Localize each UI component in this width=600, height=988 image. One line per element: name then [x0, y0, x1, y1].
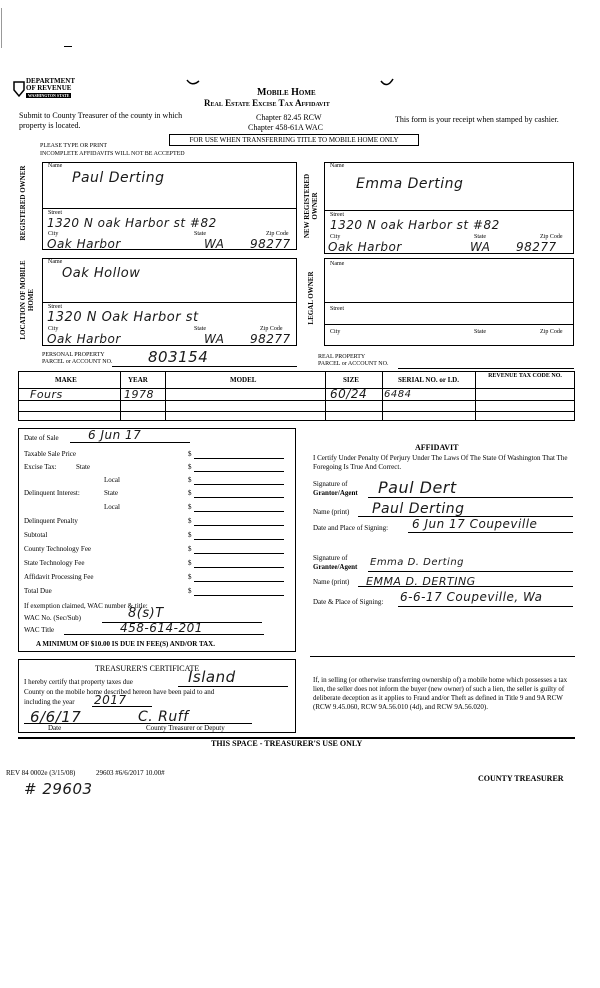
treasurer-year[interactable]: 2017: [94, 693, 127, 707]
vehicle-size[interactable]: 60/24: [330, 387, 368, 401]
registered-owner-name[interactable]: Paul Derting: [72, 170, 165, 186]
checkmark-icon: [186, 78, 200, 88]
grantee-name-label: Name (print): [313, 578, 350, 586]
location-state[interactable]: WA: [204, 332, 225, 346]
label-zip: Zip Code: [540, 234, 563, 240]
legal-owner-label: LEGAL OWNER: [307, 271, 315, 325]
registered-owner-state[interactable]: WA: [204, 237, 225, 251]
dollar-sign: $: [188, 531, 192, 539]
grantor-name-print[interactable]: Paul Derting: [372, 501, 465, 517]
date-of-sale-label: Date of Sale: [24, 434, 59, 442]
personal-property-label: PERSONAL PROPERTY: [42, 352, 105, 358]
receipt-note: This form is your receipt when stamped by cashier.: [395, 115, 559, 124]
chapter-wac: Chapter 458-61A WAC: [248, 123, 323, 132]
treasurer-signature[interactable]: C. Ruff: [138, 709, 189, 725]
label-state: State: [194, 231, 206, 237]
subtotal-label: Subtotal: [24, 531, 48, 539]
personal-parcel-number[interactable]: 803154: [148, 348, 209, 366]
wac-no-label: WAC No. (Sec/Sub): [24, 614, 81, 622]
dollar-sign: $: [188, 489, 192, 497]
label-city: City: [48, 231, 59, 237]
treasurer-date[interactable]: 6/6/17: [30, 708, 82, 726]
dept-line2: OF REVENUE: [26, 84, 72, 92]
col-serial: SERIAL NO. or I.D.: [398, 376, 459, 384]
wac-title-value[interactable]: 458-614-201: [120, 621, 203, 635]
delinquent-state-label: State: [104, 489, 118, 497]
location-street[interactable]: 1320 N Oak Harbor st: [47, 310, 199, 325]
delinquent-interest-label: Delinquent Interest:: [24, 489, 80, 497]
registered-owner-street[interactable]: 1320 N oak Harbor st #82: [47, 216, 217, 230]
label-name: Name: [330, 261, 345, 267]
dept-line3: WASHINGTON STATE: [28, 93, 70, 98]
label-street: Street: [48, 210, 62, 216]
treasurer-county[interactable]: Island: [188, 668, 236, 686]
dollar-sign: $: [188, 517, 192, 525]
dollar-sign: $: [188, 545, 192, 553]
grantee-sig-label-2: Grantee/Agent: [313, 563, 358, 571]
location-zip[interactable]: 98277: [250, 332, 291, 346]
real-parcel-label: PARCEL or ACCOUNT NO.: [318, 361, 389, 367]
treasurer-cert-title: TREASURER'S CERTIFICATE: [95, 664, 200, 673]
total-due-label: Total Due: [24, 587, 52, 595]
wac-no-value[interactable]: 8(s)T: [128, 606, 164, 621]
submit-instruction: Submit to County Treasurer of the county in which property is located.: [19, 111, 183, 130]
vehicle-make[interactable]: Fours: [30, 388, 63, 401]
dollar-sign: $: [188, 476, 192, 484]
location-city[interactable]: Oak Harbor: [47, 332, 121, 346]
form-title-line1: Mobile Home: [257, 87, 316, 98]
new-owner-state[interactable]: WA: [470, 240, 491, 254]
real-property-label: REAL PROPERTY: [318, 354, 366, 360]
affidavit-fee-label: Affidavit Processing Fee: [24, 573, 94, 581]
treasurer-cert-line1: I hereby certify that property taxes due: [24, 678, 133, 686]
dollar-sign: $: [188, 450, 192, 458]
label-state: State: [194, 326, 206, 332]
registered-owner-city[interactable]: Oak Harbor: [47, 237, 121, 251]
new-owner-street[interactable]: 1320 N oak Harbor st #82: [330, 218, 500, 232]
dollar-sign: $: [188, 559, 192, 567]
label-street: Street: [330, 306, 344, 312]
label-name: Name: [330, 163, 345, 169]
grantee-date-place[interactable]: 6-6-17 Coupeville, Wa: [400, 590, 543, 604]
chapter-rcw: Chapter 82.45 RCW: [256, 113, 322, 122]
treasurer-use-only: THIS SPACE - TREASURER'S USE ONLY: [211, 739, 363, 748]
new-owner-zip[interactable]: 98277: [516, 240, 557, 254]
vehicle-serial[interactable]: 6484: [384, 389, 412, 400]
treasurer-date-label: Date: [48, 724, 62, 732]
label-zip: Zip Code: [266, 231, 289, 237]
wac-title-label: WAC Title: [24, 626, 55, 634]
new-owner-name[interactable]: Emma Derting: [356, 176, 464, 192]
label-name: Name: [48, 163, 63, 169]
form-title-line2: Real Estate Excise Tax Affidavit: [204, 98, 330, 108]
date-of-sale-value[interactable]: 6 Jun 17: [88, 428, 142, 442]
label-state: State: [474, 234, 486, 240]
grantor-name-label: Name (print): [313, 508, 350, 516]
receipt-number[interactable]: # 29603: [24, 780, 93, 798]
dollar-sign: $: [188, 503, 192, 511]
lien-notice: If, in selling (or otherwise transferring ownership of) a mobile home which possesses a tax lien, the seller does not inform the buyer (new owner) of such a lien, the seller is guilty of deliberate deception as it applies to Fraud and/or Theft as defined in Title 9 and 9A RCW (RCW 9.45.060, RCW 9A.56.010 (4d), and RCW 9A.56.020).: [313, 676, 568, 711]
delinquent-local-label: Local: [104, 503, 120, 511]
new-owner-city[interactable]: Oak Harbor: [328, 240, 402, 254]
minimum-fee-note: A MINIMUM OF $10.00 IS DUE IN FEE(S) AND/OR TAX.: [36, 640, 215, 648]
transfer-note: FOR USE WHEN TRANSFERRING TITLE TO MOBILE HOME ONLY: [169, 134, 419, 146]
parcel-account-label: PARCEL or ACCOUNT NO.: [42, 359, 113, 365]
grantee-date-place-label: Date & Place of Signing:: [313, 598, 384, 606]
county-treasurer-label: COUNTY TREASURER: [478, 774, 564, 783]
affidavit-certify: I Certify Under Penalty Of Perjury Under The Laws Of The State Of Washington That The Foregoing Is True And Correct.: [313, 454, 568, 471]
treasurer-cert-line3: including the year: [24, 698, 75, 706]
grantee-sig-label-1: Signature of: [313, 554, 348, 562]
new-registered-owner-label: NEW REGISTERED OWNER: [303, 173, 319, 239]
grantee-name-print[interactable]: EMMA D. DERTING: [366, 575, 476, 588]
label-name: Name: [48, 259, 63, 265]
treasurer-cert-line2: County on the mobile home described hereon have been paid to and: [24, 688, 215, 696]
excise-state-label: State: [76, 463, 90, 471]
affidavit-title: AFFIDAVIT: [415, 443, 459, 452]
grantor-signature[interactable]: Paul Dert: [378, 478, 457, 497]
vehicle-year[interactable]: 1978: [124, 388, 154, 401]
dollar-sign: $: [188, 463, 192, 471]
grantor-date-place-label: Date and Place of Signing:: [313, 524, 389, 532]
department-logo: [12, 77, 76, 102]
delinquent-penalty-label: Delinquent Penalty: [24, 517, 78, 525]
col-make: MAKE: [55, 376, 77, 384]
county-tech-fee-label: County Technology Fee: [24, 545, 92, 553]
col-size: SIZE: [343, 376, 359, 384]
dollar-sign: $: [188, 587, 192, 595]
label-street: Street: [330, 212, 344, 218]
type-or-print: PLEASE TYPE OR PRINT: [40, 143, 108, 149]
label-city: City: [330, 329, 341, 335]
label-zip: Zip Code: [540, 329, 563, 335]
col-revenue-tax-code: REVENUE TAX CODE NO.: [488, 373, 562, 379]
label-state: State: [474, 329, 486, 335]
taxable-sale-price-label: Taxable Sale Price: [24, 450, 76, 458]
incomplete-notice: INCOMPLETE AFFIDAVITS WILL NOT BE ACCEPTED: [40, 151, 185, 157]
state-tech-fee-label: State Technology Fee: [24, 559, 85, 567]
label-street: Street: [48, 304, 62, 310]
registered-owner-label: REGISTERED OWNER: [19, 165, 27, 241]
label-city: City: [330, 234, 341, 240]
label-city: City: [48, 326, 59, 332]
treasurer-sig-label: County Treasurer or Deputy: [146, 724, 225, 732]
dept-logo-icon: [12, 80, 26, 98]
cashier-stamp: 29603 #6/6/2017 10.00#: [96, 769, 165, 777]
registered-owner-zip[interactable]: 98277: [250, 237, 291, 251]
excise-local-label: Local: [104, 476, 120, 484]
dollar-sign: $: [188, 573, 192, 581]
rev-form-number: REV 84 0002e (3/15/08): [6, 769, 76, 777]
checkmark-icon: [380, 78, 394, 90]
grantor-date-place[interactable]: 6 Jun 17 Coupeville: [412, 517, 538, 531]
dept-line1: DEPARTMENT: [26, 77, 76, 85]
col-model: MODEL: [230, 376, 257, 384]
exemption-label: If exemption claimed, WAC number & title:: [24, 602, 148, 610]
location-label: LOCATION OF MOBILE HOME: [19, 260, 35, 340]
location-name[interactable]: Oak Hollow: [62, 266, 141, 281]
grantor-sig-label-1: Signature of: [313, 480, 348, 488]
grantor-sig-label-2: Grantor/Agent: [313, 489, 358, 497]
grantee-signature[interactable]: Emma D. Derting: [370, 557, 465, 568]
label-zip: Zip Code: [260, 326, 283, 332]
excise-tax-label: Excise Tax:: [24, 463, 57, 471]
col-year: YEAR: [128, 376, 148, 384]
